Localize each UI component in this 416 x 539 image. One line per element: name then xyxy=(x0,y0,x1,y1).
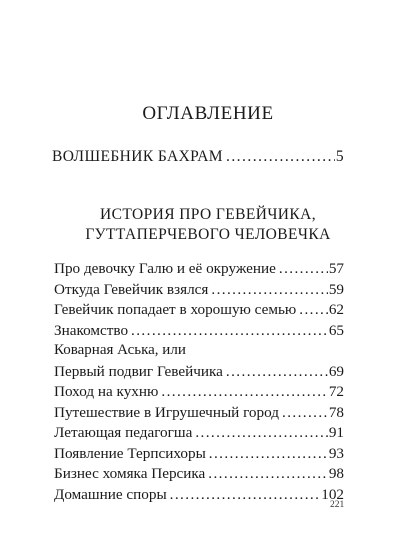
dot-leader xyxy=(208,465,328,483)
toc-entry-title: Поход на кухню xyxy=(54,383,159,400)
toc-entry-title: Бизнес хомяка Персика xyxy=(54,465,206,482)
dot-leader xyxy=(279,260,328,278)
dot-leader xyxy=(131,322,328,340)
toc-entry-page: 72 xyxy=(328,383,344,400)
toc-entry-title: Откуда Гевейчик взялся xyxy=(54,280,209,298)
dot-leader xyxy=(226,148,335,166)
toc-entry-page: 59 xyxy=(328,280,344,298)
toc-entry[interactable] xyxy=(54,301,344,322)
toc-entry-page: 69 xyxy=(328,362,344,380)
toc-entry[interactable] xyxy=(54,322,344,343)
dot-leader xyxy=(226,363,328,381)
toc-entry-page: 91 xyxy=(328,424,344,441)
toc-entry-title: Первый подвиг Гевейчика xyxy=(54,362,223,380)
toc-entry[interactable] xyxy=(54,445,344,466)
toc-entry-page: 65 xyxy=(328,321,344,339)
toc-entry-page: 57 xyxy=(328,260,344,277)
toc-entry[interactable] xyxy=(54,363,344,384)
toc-entry-page: 78 xyxy=(328,403,344,421)
dot-leader xyxy=(161,383,327,401)
toc-entry-page: 98 xyxy=(328,465,344,482)
dot-leader xyxy=(170,486,321,504)
toc-entry[interactable] xyxy=(54,260,344,281)
toc-entry-title: Гевейчик попадает в хорошую семью xyxy=(54,301,297,318)
toc-entry[interactable] xyxy=(54,383,344,404)
toc-part-1-page: 5 xyxy=(335,148,344,165)
dot-leader xyxy=(282,404,328,422)
toc-entry-page: 102 xyxy=(321,485,344,503)
toc-entry-page: 93 xyxy=(328,444,344,462)
toc-entry[interactable] xyxy=(54,281,344,302)
dot-leader xyxy=(211,281,327,299)
toc-part-2-title-line-2: ГУТТАПЕРЧЕВОГО ЧЕЛОВЕЧКА xyxy=(85,226,331,243)
dot-leader xyxy=(209,445,328,463)
dot-leader xyxy=(299,301,328,319)
toc-entry-title: Коварная Аська, или xyxy=(54,342,186,358)
toc-entry[interactable] xyxy=(54,486,344,507)
toc-entry[interactable] xyxy=(54,465,344,486)
toc-entry-title: Летающая педагогша xyxy=(54,424,193,441)
toc-entry[interactable] xyxy=(54,424,344,445)
toc-heading: ОГЛАВЛЕНИЕ xyxy=(142,103,274,124)
toc-entry-title: Знакомство xyxy=(54,321,129,339)
toc-entry-list xyxy=(54,260,344,506)
toc-part-2-title-line-1: ИСТОРИЯ ПРО ГЕВЕЙЧИКА, xyxy=(100,206,316,223)
toc-part-2-heading xyxy=(0,205,416,245)
toc-part-1-title: ВОЛШЕБНИК БАХРАМ xyxy=(52,148,223,165)
toc-entry-title: Про девочку Галю и её окружение xyxy=(54,260,276,277)
toc-entry-page: 62 xyxy=(328,301,344,318)
toc-entry-title-line[interactable] xyxy=(54,342,344,363)
toc-part-1[interactable] xyxy=(52,148,344,166)
toc-entry-title: Домашние споры xyxy=(54,485,167,503)
toc-entry-title: Появление Терпсихоры xyxy=(54,444,206,462)
page-number: 221 xyxy=(330,500,345,510)
toc-entry-title: Путешествие в Игрушечный город xyxy=(54,403,279,421)
toc-entry[interactable] xyxy=(54,404,344,425)
dot-leader xyxy=(195,424,328,442)
